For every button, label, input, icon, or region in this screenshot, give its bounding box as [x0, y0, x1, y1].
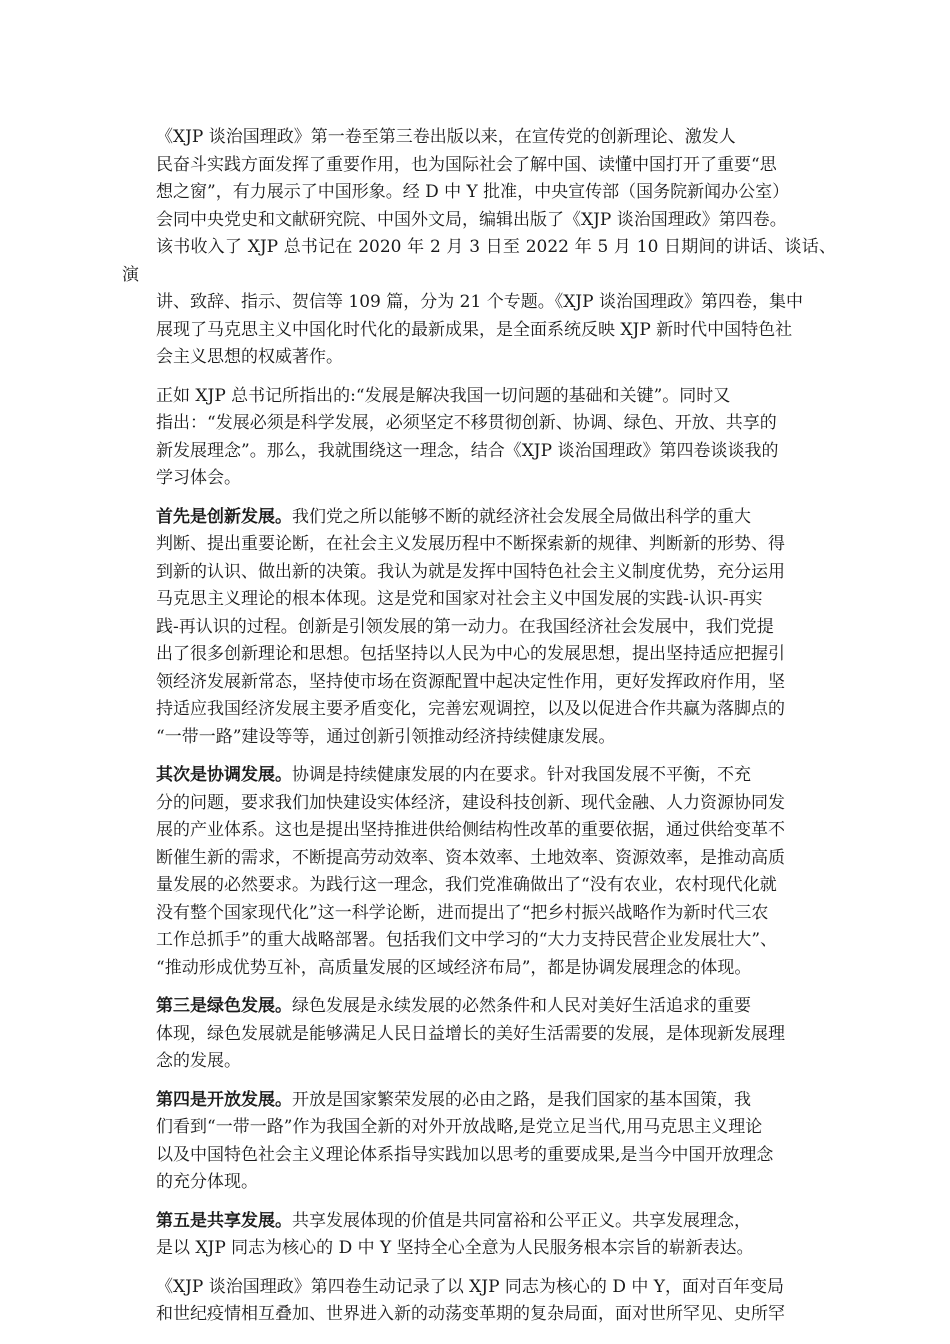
text-line	[122, 1087, 836, 1115]
text-line	[122, 1142, 836, 1170]
line-text: 量发展的必然要求。为践行这一理念，我们党准确做出了“没有农业，农村现代化就	[156, 875, 777, 895]
text-line	[122, 317, 836, 345]
line-text: 断催生新的需求，不断提高劳动效率、资本效率、土地效率、资源效率，是推动高质	[156, 847, 785, 868]
text-line	[122, 179, 836, 207]
text-line	[122, 762, 836, 790]
text-line	[122, 383, 836, 411]
line-text: 出了很多创新理论和思想。包括坚持以人民为中心的发展思想，提出坚持适应把握引	[156, 644, 785, 664]
text-line	[122, 1208, 836, 1236]
text-line	[122, 790, 836, 818]
text-line	[122, 438, 836, 466]
line-text: 是以 XJP 同志为核心的 D 中 Y 坚持全心全意为人民服务根本宗旨的崭新表达。	[156, 1238, 754, 1258]
text-line	[122, 900, 836, 928]
text-line	[122, 845, 836, 873]
text-line	[122, 207, 836, 235]
line-text: 践-再认识的过程。创新是引领发展的第一动力。在我国经济社会发展中，我们党提	[156, 616, 774, 637]
line-text: 共享发展体现的价值是共同富裕和公平正义。共享发展理念，	[292, 1210, 751, 1231]
line-text: 绿色发展是永续发展的必然条件和人民对美好生活追求的重要	[292, 996, 751, 1016]
text-line	[122, 124, 836, 152]
line-text: 讲、致辞、指示、贺信等 109 篇，分为 21 个专题。《XJP 谈治国理政》第四卷，集中	[156, 292, 803, 312]
text-line	[122, 817, 836, 845]
text-line	[122, 586, 836, 614]
document-page	[122, 124, 836, 1340]
line-text: 以及中国特色社会主义理论体系指导实践加以思考的重要成果,是当今中国开放理念	[156, 1144, 774, 1165]
text-line	[122, 410, 836, 438]
line-text: 协调是持续健康发展的内在要求。针对我国发展不平衡，不充	[292, 765, 751, 785]
line-text: 《XJP 谈治国理政》第一卷至第三卷出版以来，在宣传党的创新理论、激发人	[156, 127, 736, 147]
line-text: 想之窗”，有力展示了中国形象。经 D 中 Y 批准，中央宣传部（国务院新闻办公室）	[156, 182, 790, 202]
paragraph	[122, 1087, 836, 1197]
line-text: 会主义思想的权威著作。	[156, 347, 343, 367]
line-text: 学习体会。	[156, 468, 241, 488]
line-text: 该书收入了 XJP 总书记在 2020 年 2 月 3 日至 2022 年 5 月 10 日期间的讲话、谈话、演	[122, 237, 836, 285]
text-line	[122, 614, 836, 642]
line-text: 马克思主义理论的根本体现。这是党和国家对社会主义中国发展的实践-认识-再实	[156, 589, 763, 609]
text-line	[122, 1048, 836, 1076]
line-text: 我们党之所以能够不断的就经济社会发展全局做出科学的重大	[292, 506, 751, 527]
paragraph-lead-heading: 首先是创新发展。	[156, 506, 292, 527]
line-text: “一带一路”建设等等，通过创新引领推动经济持续健康发展。	[156, 726, 616, 747]
line-text: “推动形成优势互补，高质量发展的区域经济布局”，都是协调发展理念的体现。	[156, 957, 752, 978]
paragraph-lead-heading: 第五是共享发展。	[156, 1210, 292, 1231]
line-text: 领经济发展新常态，坚持使市场在资源配置中起决定性作用，更好发挥政府作用，坚	[156, 671, 785, 692]
text-line	[122, 559, 836, 587]
line-text: 展现了马克思主义中国化时代化的最新成果，是全面系统反映 XJP 新时代中国特色社	[156, 319, 793, 340]
text-line	[122, 1114, 836, 1142]
paragraph	[122, 504, 836, 752]
text-line	[122, 669, 836, 697]
line-text: 会同中央党史和文献研究院、中国外文局，编辑出版了《XJP 谈治国理政》第四卷。	[156, 209, 787, 230]
line-text: 正如 XJP 总书记所指出的:“发展是解决我国一切问题的基础和关键”。同时又	[156, 385, 731, 406]
paragraph-lead-heading: 第三是绿色发展。	[156, 996, 292, 1016]
paragraph	[122, 383, 836, 493]
line-text: 持适应我国经济发展主要矛盾变化，完善宏观调控，以及以促进合作共赢为落脚点的	[156, 699, 785, 719]
paragraph	[122, 762, 836, 982]
line-text: 判断、提出重要论断，在社会主义发展历程中不断探索新的规律、判断新的形势、得	[156, 534, 785, 554]
text-line	[122, 724, 836, 752]
line-text: 体现，绿色发展就是能够满足人民日益增长的美好生活需要的发展，是体现新发展理	[156, 1023, 785, 1044]
text-line	[122, 927, 836, 955]
line-text: 没有整个国家现代化”这一科学论断，进而提出了“把乡村振兴战略作为新时代三农	[156, 902, 769, 923]
text-line	[122, 1301, 836, 1329]
line-text: 《XJP 谈治国理政》第四卷生动记录了以 XJP 同志为核心的 D 中 Y，面对百年变局	[156, 1276, 784, 1297]
text-line	[122, 641, 836, 669]
paragraph	[122, 1274, 836, 1329]
paragraph-lead-heading: 第四是开放发展。	[156, 1089, 292, 1110]
line-text: 到新的认识、做出新的决策。我认为就是发挥中国特色社会主义制度优势，充分运用	[156, 561, 785, 582]
text-line	[122, 1169, 836, 1197]
line-text: 工作总抓手”的重大战略部署。包括我们文中学习的“大力支持民营企业发展壮大”、	[156, 930, 778, 950]
line-text: 指出：“发展必须是科学发展，必须坚定不移贯彻创新、协调、绿色、开放、共享的	[156, 413, 777, 433]
line-text: 开放是国家繁荣发展的必由之路，是我们国家的基本国策，我	[292, 1089, 751, 1110]
paragraph	[122, 1208, 836, 1263]
text-line	[122, 993, 836, 1021]
text-line	[122, 234, 836, 289]
paragraph	[122, 993, 836, 1076]
line-text: 们看到“一带一路”作为我国全新的对外开放战略,是党立足当代,用马克思主义理论	[156, 1117, 763, 1137]
line-text: 的充分体现。	[156, 1172, 258, 1192]
text-line	[122, 1235, 836, 1263]
paragraph	[122, 124, 836, 372]
line-text: 民奋斗实践方面发挥了重要作用，也为国际社会了解中国、读懂中国打开了重要“思	[156, 154, 777, 175]
text-line	[122, 465, 836, 493]
line-text: 新发展理念”。那么，我就围绕这一理念，结合《XJP 谈治国理政》第四卷谈谈我的	[156, 440, 779, 461]
text-line	[122, 1274, 836, 1302]
text-line	[122, 152, 836, 180]
line-text: 展的产业体系。这也是提出坚持推进供给侧结构性改革的重要依据，通过供给变革不	[156, 820, 785, 840]
line-text: 念的发展。	[156, 1051, 241, 1071]
text-line	[122, 696, 836, 724]
text-line	[122, 531, 836, 559]
text-line	[122, 1021, 836, 1049]
paragraph-lead-heading: 其次是协调发展。	[156, 765, 292, 785]
line-text: 和世纪疫情相互叠加、世界进入新的动荡变革期的复杂局面，面对世所罕见、史所罕	[156, 1304, 785, 1324]
text-line	[122, 289, 836, 317]
text-line	[122, 504, 836, 532]
text-line	[122, 955, 836, 983]
text-line	[122, 344, 836, 372]
line-text: 分的问题，要求我们加快建设实体经济，建设科技创新、现代金融、人力资源协同发	[156, 792, 785, 813]
text-line	[122, 872, 836, 900]
